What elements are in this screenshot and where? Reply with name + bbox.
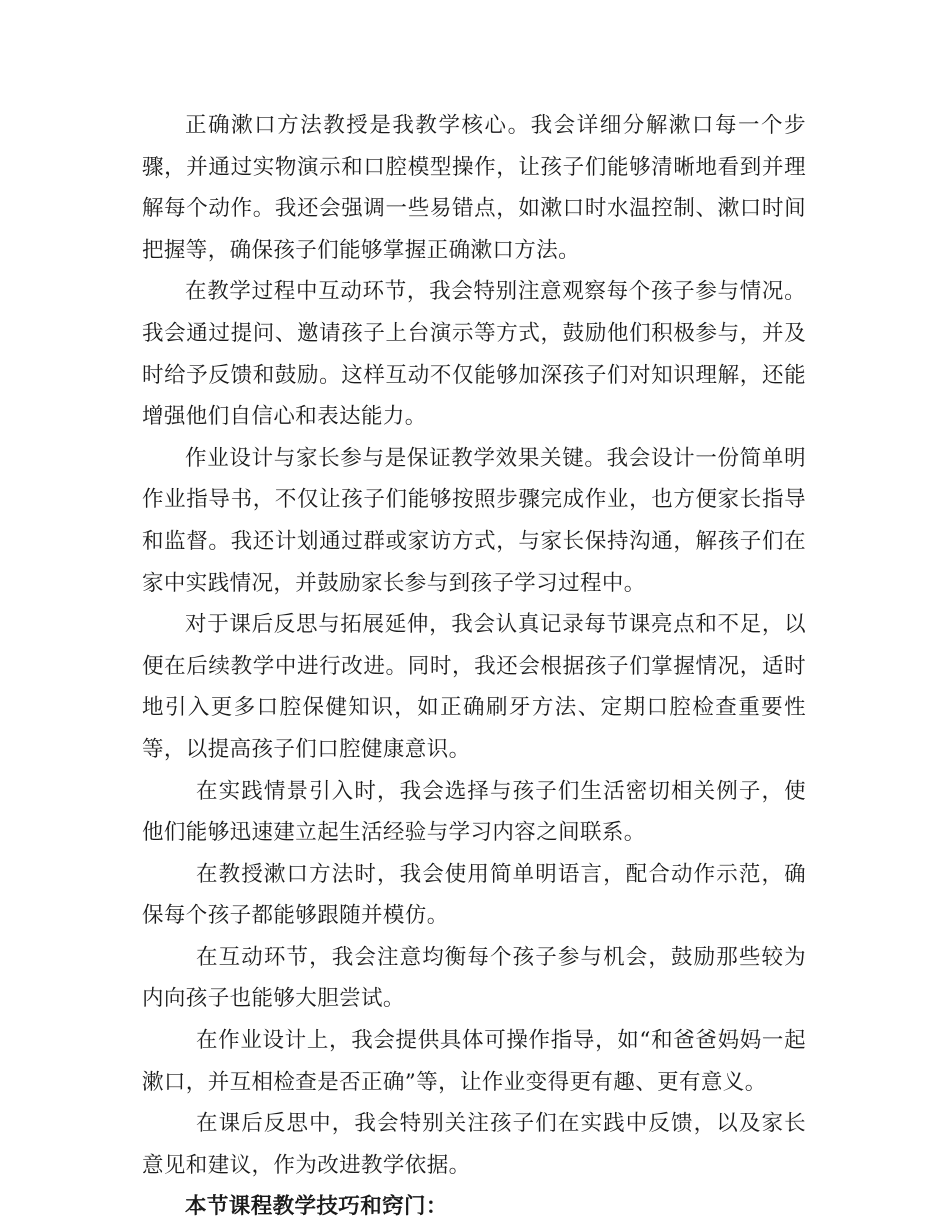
paragraph-interaction: 在教学过程中互动环节，我会特别注意观察每个孩子参与情况。我会通过提问、邀请孩子上台演示等方式，鼓励他们积极参与，并及时给予反馈和鼓励。这样互动不仅能够加深孩子们对知识理解，还能增强他们自信心和表达能力。 — [142, 279, 806, 430]
paragraph-rinsing-method: 正确漱口方法教授是我教学核心。我会详细分解漱口每一个步骤，并通过实物演示和口腔模型操作，让孩子们能够清晰地看到并理解每个动作。我还会强调一些易错点，如漱口时水温控制、漱口时间把握等，确保孩子们能够掌握正确漱口方法。 — [142, 113, 806, 263]
paragraph-teaching-method: 在教授漱口方法时，我会使用简单明语言，配合动作示范，确保每个孩子都能够跟随并模仿。 — [142, 861, 806, 929]
paragraph-scenario-intro: 在实践情景引入时，我会选择与孩子们生活密切相关例子，使他们能够迅速建立起生活经验与学习内容之间联系。 — [142, 778, 806, 846]
paragraph-homework-design: 在作业设计上，我会提供具体可操作指导，如“和爸爸妈妈一起漱口，并互相检查是否正确”等，让作业变得更有趣、更有意义。 — [142, 1028, 806, 1095]
paragraph-after-class: 在课后反思中，我会特别关注孩子们在实践中反馈，以及家长意见和建议，作为改进教学依据。 — [142, 1111, 806, 1178]
section-heading: 本节课程教学技巧和窍门： — [185, 1194, 448, 1220]
paragraph-homework-parents: 作业设计与家长参与是保证教学效果关键。我会设计一份简单明作业指导书，不仅让孩子们能够按照步骤完成作业，也方便家长指导和监督。我还计划通过群或家访方式，与家长保持沟通，解孩子们在家中实践情况，并鼓励家长参与到孩子学习过程中。 — [142, 445, 806, 596]
paragraph-interaction-balance: 在互动环节，我会注意均衡每个孩子参与机会，鼓励那些较为内向孩子也能够大胆尝试。 — [142, 944, 806, 1012]
paragraph-reflection: 对于课后反思与拓展延伸，我会认真记录每节课亮点和不足，以便在后续教学中进行改进。同时，我还会根据孩子们掌握情况，适时地引入更多口腔保健知识，如正确刷牙方法、定期口腔检查重要性等，以提高孩子们口腔健康意识。 — [142, 612, 806, 762]
document-body — [142, 105, 806, 1228]
